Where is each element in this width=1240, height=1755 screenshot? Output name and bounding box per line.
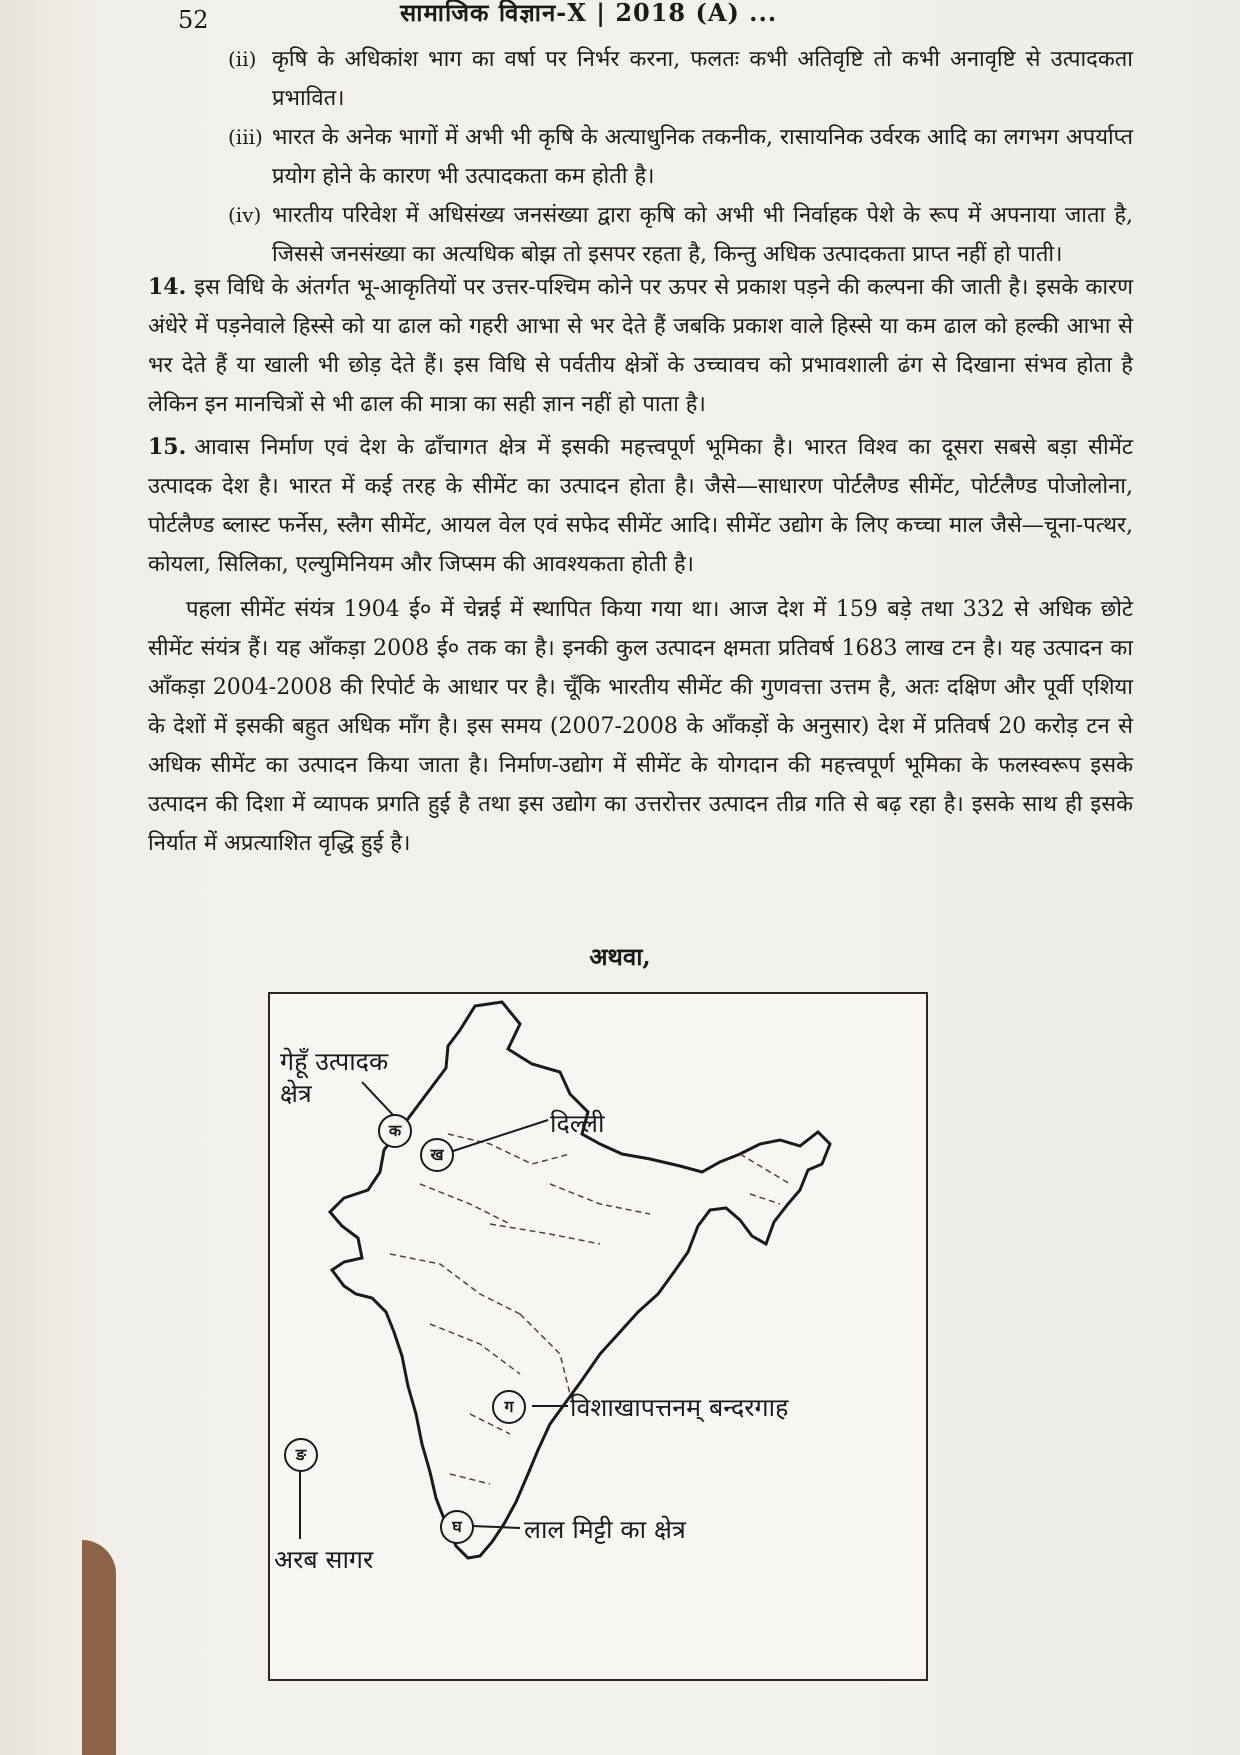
list-item-number: (ii): [228, 47, 257, 71]
vizag-port-label: विशाखापत्तनम् बन्दरगाह: [570, 1393, 789, 1422]
northeast-states: [740, 1154, 790, 1204]
question-number: 15.: [148, 434, 187, 460]
running-title: सामाजिक विज्ञान-X | 2018 (A) ...: [400, 0, 778, 27]
list-item-text: कृषि के अधिकांश भाग का वर्षा पर निर्भर करना, फलतः कभी अतिवृष्टि तो कभी अनावृष्टि से उत्पादकता प्रभावित।: [272, 47, 1133, 111]
list-item: [228, 118, 1133, 196]
list-item: [228, 40, 1133, 118]
answer-14: [148, 268, 1133, 424]
answer-text: आवास निर्माण एवं देश के ढाँचागत क्षेत्र में इसकी महत्त्वपूर्ण भूमिका है। भारत विश्व का दूसरा सबसे बड़ा सीमेंट उत्पादक देश है। भारत में कई तरह के सीमेंट का उत्पादन होता है। जैसे—साधारण पोर्टलैण्ड सीमेंट, पोर्टलैण्ड पोजोलोना, पोर्टलैण्ड ब्लास्ट फर्नेस, स्लैग सीमेंट, आयल वेल एवं सफेद सीमेंट आदि। सीमेंट उद्योग के लिए कच्चा माल जैसे—चूना-पत्थर, कोयला, सिलिका, एल्युमिनियम और जिप्सम की आवश्यकता होती है।: [148, 435, 1133, 577]
answer-paragraph: [148, 428, 1133, 584]
india-map: [268, 992, 928, 1681]
answer-15: [148, 428, 1133, 863]
marker-gha: घ: [440, 1510, 474, 1544]
or-heading: अथवा,: [589, 942, 651, 971]
list-item-number: (iii): [228, 125, 263, 149]
answer-paragraph: पहला सीमेंट संयंत्र 1904 ई० में चेन्नई में स्थापित किया गया था। आज देश में 159 बड़े तथा 332 से अधिक छोटे सीमेंट संयंत्र हैं। यह आँकड़ा 2008 ई० तक का है। इनकी कुल उत्पादन क्षमता प्रतिवर्ष 1683 लाख टन है। यह उत्पादन का आँकड़ा 2004-2008 की रिपोर्ट के आधार पर है। चूँकि भारतीय सीमेंट की गुणवत्ता उत्तम है, अतः दक्षिण और पूर्वी एशिया के देशों में इसकी बहुत अधिक माँग है। इस समय (2007-2008 के आँकड़ों के अनुसार) देश में प्रतिवर्ष 20 करोड़ टन से अधिक सीमेंट का उत्पादन किया जाता है। निर्माण-उद्योग में सीमेंट के योगदान की महत्त्वपूर्ण भूमिका के फलस्वरूप इसके उत्पादन की दिशा में व्यापक प्रगति हुई है तथा इस उद्योग का उत्तरोत्तर उत्पादन तीव्र गति से बढ़ रहा है। इसके साथ ही इसके निर्यात में अप्रत्याशित वृद्धि हुई है।: [148, 597, 1134, 856]
delhi-label: दिल्ली: [550, 1109, 605, 1138]
marker-kha: ख: [420, 1138, 454, 1172]
thumb-shadow: [82, 1540, 116, 1755]
page-number: 52: [178, 6, 209, 34]
page-header: [160, 0, 1160, 36]
marker-ka: क: [378, 1114, 412, 1148]
marker-nga: ङ: [284, 1438, 318, 1472]
red-soil-label: लाल मिट्टी का क्षेत्र: [524, 1515, 686, 1544]
marker-ga: ग: [492, 1390, 526, 1424]
answer-text: इस विधि के अंतर्गत भू-आकृतियों पर उत्तर-पश्चिम कोने पर ऊपर से प्रकाश पड़ने की कल्पना की जाती है। इसके कारण अंधेरे में पड़नेवाले हिस्से को या ढाल को गहरी आभा से भर देते हैं जबकि प्रकाश वाले हिस्से या कम ढाल को हल्की आभा से भर देते हैं या खाली भी छोड़ देते हैं। इस विधि से पर्वतीय क्षेत्रों के उच्चावच को प्रभावशाली ढंग से दिखाना संभव होता है लेकिन इन मानचित्रों से भी ढाल की मात्रा का सही ज्ञान नहीं हो पाता है।: [148, 275, 1133, 417]
list-item-number: (iv): [228, 203, 262, 227]
list-item-text: भारत के अनेक भागों में अभी भी कृषि के अत्याधुनिक तकनीक, रासायनिक उर्वरक आदि का लगभग अपर्याप्त प्रयोग होने के कारण भी उत्पादकता कम होती है।: [272, 125, 1133, 189]
list-item-text: भारतीय परिवेश में अधिसंख्य जनसंख्या द्वारा कृषि को अभी भी निर्वाहक पेशे के रूप में अपनाया जाता है, जिससे जनसंख्या का अत्यधिक बोझ तो इसपर रहता है, किन्तु अधिक उत्पादकता प्राप्त नहीं हो पाती।: [272, 203, 1133, 267]
state-boundaries: [390, 1134, 650, 1484]
list-item: [228, 196, 1133, 274]
wheat-region-label: गेहूँ उत्पादक क्षेत्र: [280, 1047, 389, 1108]
answer-points-list: [228, 40, 1133, 274]
question-number: 14.: [148, 274, 187, 300]
india-boundary: [330, 1002, 830, 1558]
delhi-leader-line: [450, 1120, 548, 1152]
arabian-sea-label: अरब सागर: [274, 1545, 374, 1574]
red-soil-leader-line: [472, 1526, 520, 1528]
